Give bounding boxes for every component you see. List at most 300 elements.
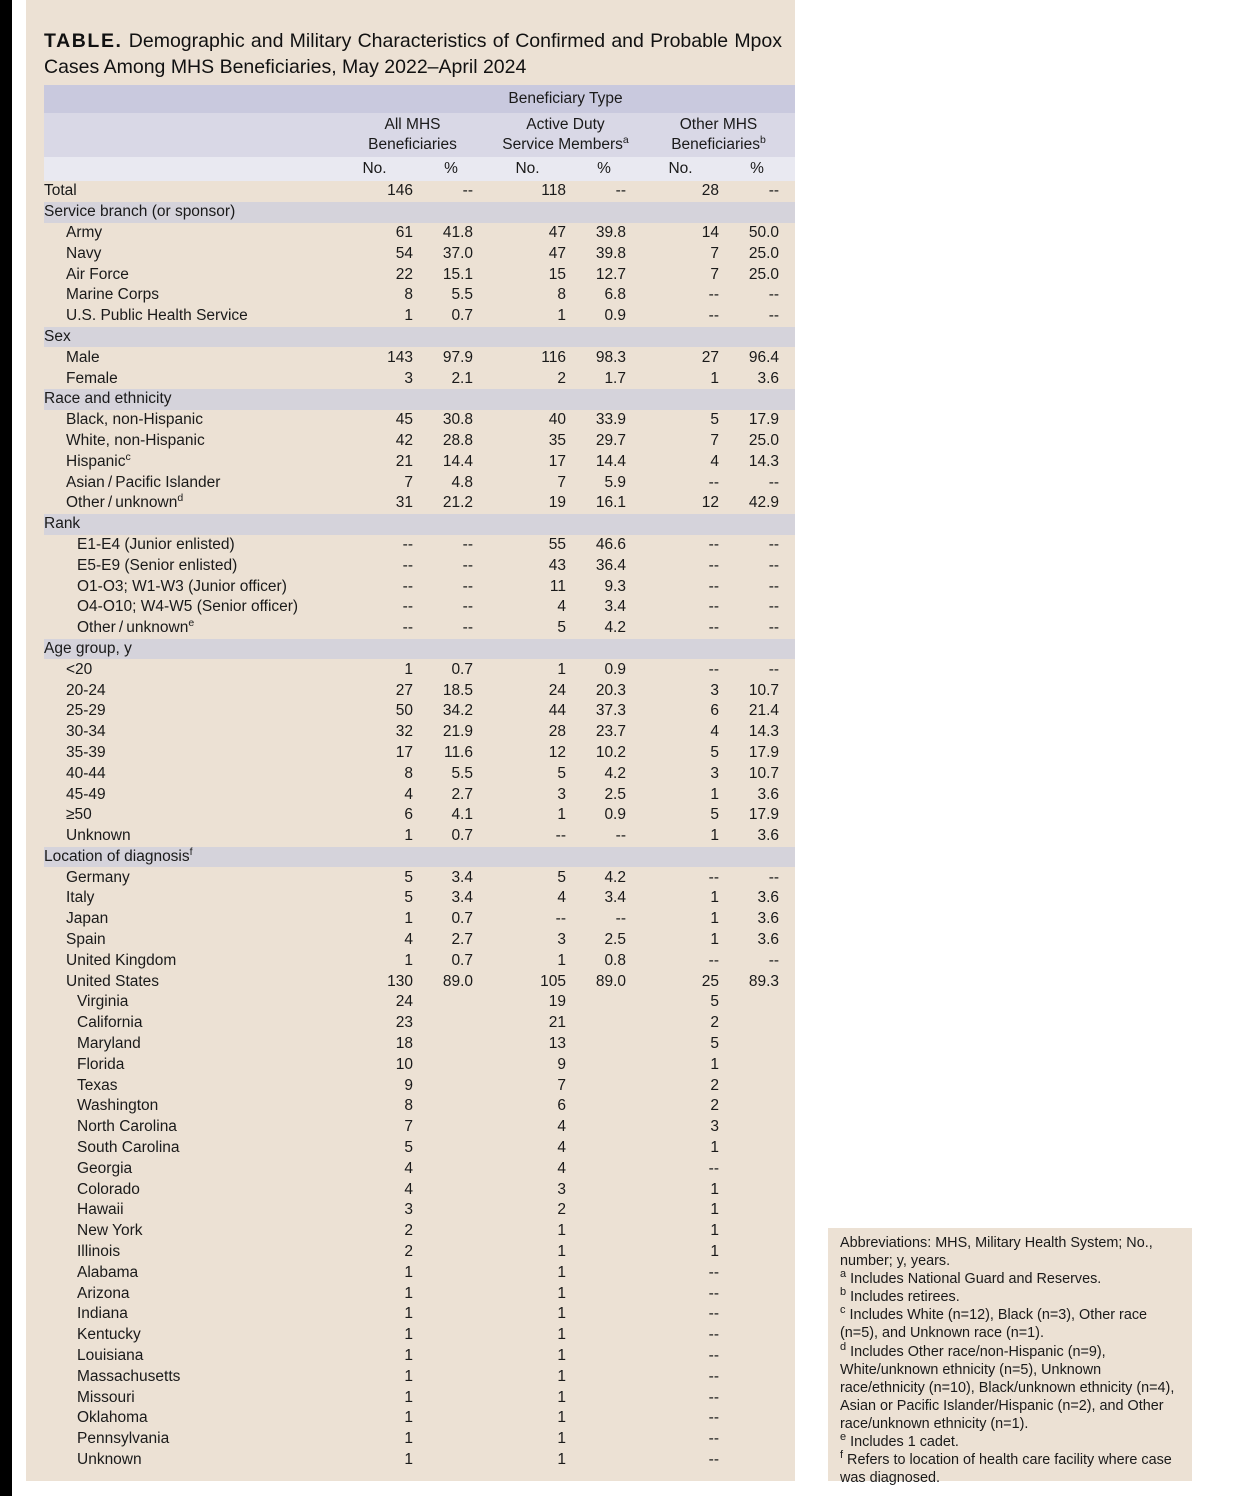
cell-pct-2: 0.9 — [566, 306, 642, 327]
row-label: New York — [44, 1221, 336, 1242]
table-row — [44, 867, 795, 888]
cell-no-3: -- — [642, 472, 719, 493]
cell-no-1: 1 — [336, 1262, 413, 1283]
cell-pct-3 — [719, 1117, 795, 1138]
cell-pct-3 — [719, 1179, 795, 1200]
row-label: 40-44 — [44, 763, 336, 784]
table-row — [44, 1429, 795, 1450]
cell-no-3: 12 — [642, 493, 719, 514]
cell-pct-3: -- — [719, 535, 795, 556]
cell-no-3: 5 — [642, 805, 719, 826]
cell-no-1: 1 — [336, 1346, 413, 1367]
cell-pct-3: 3.6 — [719, 784, 795, 805]
cell-pct-1: 30.8 — [413, 410, 489, 431]
cell-pct-1: 2.7 — [413, 930, 489, 951]
cell-pct-1: -- — [413, 618, 489, 639]
cell-no-1: 5 — [336, 867, 413, 888]
cell-pct-2: 14.4 — [566, 451, 642, 472]
cell-no-2: 1 — [489, 1450, 566, 1471]
cell-pct-3: -- — [719, 472, 795, 493]
cell-pct-1 — [413, 1304, 489, 1325]
cell-no-3: -- — [642, 1408, 719, 1429]
cell-pct-3 — [719, 1200, 795, 1221]
cell-no-1: 1 — [336, 826, 413, 847]
cell-no-3: -- — [642, 1158, 719, 1179]
cell-pct-3 — [719, 1096, 795, 1117]
table-row — [44, 826, 795, 847]
cell-pct-1: 14.4 — [413, 451, 489, 472]
cell-pct-1 — [413, 1013, 489, 1034]
cell-no-1: 18 — [336, 1034, 413, 1055]
cell-no-2: 1 — [489, 1304, 566, 1325]
table-row — [44, 451, 795, 472]
cell-no-2: 1 — [489, 1242, 566, 1263]
row-label: Illinois — [44, 1242, 336, 1263]
row-label: Germany — [44, 867, 336, 888]
cell-pct-1 — [413, 1450, 489, 1471]
cell-no-1: 1 — [336, 950, 413, 971]
cell-no-3: 2 — [642, 1096, 719, 1117]
cell-no-3: -- — [642, 1283, 719, 1304]
cell-no-1: 4 — [336, 784, 413, 805]
cell-no-1: 10 — [336, 1054, 413, 1075]
cell-pct-3: 3.6 — [719, 368, 795, 389]
cell-no-3: 1 — [642, 909, 719, 930]
cell-no-1: 1 — [336, 1325, 413, 1346]
cell-no-1: 8 — [336, 1096, 413, 1117]
row-label: Japan — [44, 909, 336, 930]
cell-no-2: 7 — [489, 472, 566, 493]
cell-no-2: 35 — [489, 431, 566, 452]
cell-pct-3: -- — [719, 950, 795, 971]
col-group-active-duty-line2: Service Members$^a$ — [502, 133, 629, 153]
cell-no-1: 27 — [336, 680, 413, 701]
cell-pct-2: 3.4 — [566, 597, 642, 618]
cell-no-3: 1 — [642, 1200, 719, 1221]
table-row — [44, 1408, 795, 1429]
cell-no-3: 27 — [642, 347, 719, 368]
cell-pct-3: -- — [719, 555, 795, 576]
cell-no-2: 47 — [489, 223, 566, 244]
row-label: South Carolina — [44, 1138, 336, 1159]
section-band-row — [44, 389, 795, 410]
cell-no-2: 11 — [489, 576, 566, 597]
cell-no-3: -- — [642, 659, 719, 680]
cell-pct-2: -- — [566, 181, 642, 202]
cell-pct-3: 89.3 — [719, 971, 795, 992]
cell-pct-3: 3.6 — [719, 930, 795, 951]
cell-pct-3: 17.9 — [719, 410, 795, 431]
cell-no-3: 25 — [642, 971, 719, 992]
cell-pct-2 — [566, 1242, 642, 1263]
table-row — [44, 410, 795, 431]
cell-pct-3: 42.9 — [719, 493, 795, 514]
col-group-all-mhs-line2: Beneficiaries — [368, 136, 457, 153]
cell-no-3: 5 — [642, 1034, 719, 1055]
cell-pct-1: 0.7 — [413, 659, 489, 680]
cell-no-3: 1 — [642, 888, 719, 909]
cell-pct-1 — [413, 1075, 489, 1096]
cell-no-3: 3 — [642, 763, 719, 784]
cell-no-3: -- — [642, 1262, 719, 1283]
table-row — [44, 1366, 795, 1387]
row-label: 20-24 — [44, 680, 336, 701]
cell-no-3: 1 — [642, 930, 719, 951]
cell-no-1: 143 — [336, 347, 413, 368]
cell-no-2: 19 — [489, 493, 566, 514]
cell-no-1: 23 — [336, 1013, 413, 1034]
footnote-item: $^c$ Includes White (n=12), Black (n=3), Other race (n=5), and Unknown race (n=1). — [840, 1304, 1148, 1342]
cell-pct-2 — [566, 1096, 642, 1117]
cell-pct-2: 4.2 — [566, 618, 642, 639]
cell-pct-2 — [566, 1325, 642, 1346]
cell-pct-3: 25.0 — [719, 243, 795, 264]
cell-no-3: -- — [642, 535, 719, 556]
cell-pct-1 — [413, 1158, 489, 1179]
section-band-row — [44, 202, 795, 223]
cell-pct-3: -- — [719, 659, 795, 680]
cell-pct-2: 33.9 — [566, 410, 642, 431]
cell-pct-2 — [566, 1346, 642, 1367]
table-row — [44, 1138, 795, 1159]
table-row — [44, 1450, 795, 1471]
caption-text: Demographic and Military Characteristics of Confirmed and Probable Mpox Cases Among MHS Beneficiaries, May 2022–April 2024 — [44, 30, 782, 78]
row-label: 45-49 — [44, 784, 336, 805]
cell-pct-1: 21.9 — [413, 722, 489, 743]
col-group-other-mhs — [642, 113, 795, 157]
cell-no-2: 1 — [489, 659, 566, 680]
cell-pct-1: 2.1 — [413, 368, 489, 389]
cell-pct-3: 3.6 — [719, 888, 795, 909]
cell-no-3: 1 — [642, 826, 719, 847]
section-band-superscript: f — [189, 845, 193, 858]
table-row — [44, 368, 795, 389]
table-row — [44, 493, 795, 514]
cell-no-2: 17 — [489, 451, 566, 472]
row-label: Arizona — [44, 1283, 336, 1304]
row-label: Italy — [44, 888, 336, 909]
cell-pct-1: 3.4 — [413, 888, 489, 909]
cell-pct-1: -- — [413, 597, 489, 618]
cell-no-3: -- — [642, 1429, 719, 1450]
cell-pct-3: 10.7 — [719, 763, 795, 784]
subheader-row — [44, 157, 795, 181]
table-row — [44, 285, 795, 306]
cell-pct-2: 36.4 — [566, 555, 642, 576]
cell-no-3: -- — [642, 1450, 719, 1471]
cell-pct-1: 0.7 — [413, 306, 489, 327]
cell-pct-2: 0.9 — [566, 805, 642, 826]
cell-pct-2: 12.7 — [566, 264, 642, 285]
cell-pct-2 — [566, 992, 642, 1013]
cell-no-2: 12 — [489, 743, 566, 764]
cell-pct-1 — [413, 1138, 489, 1159]
cell-pct-1 — [413, 1387, 489, 1408]
cell-no-3: 1 — [642, 368, 719, 389]
row-label: Army — [44, 223, 336, 244]
cell-no-3: -- — [642, 1346, 719, 1367]
cell-no-3: 7 — [642, 264, 719, 285]
cell-no-1: 4 — [336, 930, 413, 951]
table-row — [44, 722, 795, 743]
cell-pct-2 — [566, 1450, 642, 1471]
cell-pct-3 — [719, 1450, 795, 1471]
subheader-no-2: No. — [489, 157, 566, 181]
cell-no-2: 43 — [489, 555, 566, 576]
cell-no-2: 24 — [489, 680, 566, 701]
cell-no-2: 13 — [489, 1034, 566, 1055]
table-row — [44, 1242, 795, 1263]
cell-pct-2: 46.6 — [566, 535, 642, 556]
cell-no-3: 2 — [642, 1075, 719, 1096]
cell-pct-1 — [413, 1034, 489, 1055]
cell-pct-2 — [566, 1304, 642, 1325]
cell-pct-2: 16.1 — [566, 493, 642, 514]
cell-pct-1: 89.0 — [413, 971, 489, 992]
cell-no-1: 1 — [336, 1408, 413, 1429]
row-label: Other / unknown$^e$ — [44, 618, 336, 639]
demographics-table — [44, 85, 795, 1470]
col-group-all-mhs — [336, 113, 489, 157]
cell-no-2: 3 — [489, 930, 566, 951]
row-label-superscript: d — [177, 492, 184, 505]
cell-no-2: 28 — [489, 722, 566, 743]
cell-no-1: 1 — [336, 909, 413, 930]
caption-keyword: TABLE. — [44, 30, 123, 52]
cell-no-3: 1 — [642, 1138, 719, 1159]
row-label-superscript: c — [125, 450, 131, 463]
cell-pct-3 — [719, 992, 795, 1013]
cell-pct-3 — [719, 1158, 795, 1179]
row-label: Asian / Pacific Islander — [44, 472, 336, 493]
cell-pct-2: 23.7 — [566, 722, 642, 743]
cell-no-2: 1 — [489, 1366, 566, 1387]
cell-pct-3: 10.7 — [719, 680, 795, 701]
row-label: Florida — [44, 1054, 336, 1075]
table-row — [44, 1034, 795, 1055]
cell-pct-3: -- — [719, 181, 795, 202]
cell-pct-2 — [566, 1408, 642, 1429]
cell-pct-2: 89.0 — [566, 971, 642, 992]
table-row — [44, 930, 795, 951]
table-row — [44, 618, 795, 639]
cell-no-2: 116 — [489, 347, 566, 368]
cell-pct-2 — [566, 1034, 642, 1055]
cell-pct-3: -- — [719, 576, 795, 597]
column-group-row — [44, 113, 795, 157]
footnote-item: $^e$ Includes 1 cadet. — [840, 1431, 959, 1451]
cell-no-1: -- — [336, 576, 413, 597]
table-row — [44, 992, 795, 1013]
cell-no-1: 130 — [336, 971, 413, 992]
cell-pct-3: 25.0 — [719, 431, 795, 452]
row-label: 25-29 — [44, 701, 336, 722]
col-group-all-mhs-line1: All MHS — [384, 116, 441, 133]
cell-pct-3 — [719, 1013, 795, 1034]
cell-pct-1: 4.8 — [413, 472, 489, 493]
footnote-marker: d — [840, 1340, 847, 1353]
cell-no-3: 1 — [642, 1054, 719, 1075]
cell-no-1: 6 — [336, 805, 413, 826]
cell-no-3: 6 — [642, 701, 719, 722]
cell-no-1: 21 — [336, 451, 413, 472]
section-band-row — [44, 847, 795, 868]
row-label: U.S. Public Health Service — [44, 306, 336, 327]
row-label: Female — [44, 368, 336, 389]
table-row — [44, 1283, 795, 1304]
cell-pct-1: -- — [413, 181, 489, 202]
subheader-pct-1: % — [413, 157, 489, 181]
table-row — [44, 659, 795, 680]
cell-pct-1: -- — [413, 576, 489, 597]
cell-pct-3 — [719, 1242, 795, 1263]
cell-no-1: 5 — [336, 1138, 413, 1159]
cell-pct-2: 20.3 — [566, 680, 642, 701]
table-row — [44, 1387, 795, 1408]
cell-pct-3: -- — [719, 306, 795, 327]
cell-no-1: 61 — [336, 223, 413, 244]
group-header-beneficiary-type: Beneficiary Type — [336, 85, 795, 113]
cell-no-2: 3 — [489, 1179, 566, 1200]
row-label: O1-O3; W1-W3 (Junior officer) — [44, 576, 336, 597]
cell-no-2: 1 — [489, 306, 566, 327]
cell-no-2: 15 — [489, 264, 566, 285]
cell-no-1: 24 — [336, 992, 413, 1013]
cell-no-1: 31 — [336, 493, 413, 514]
cell-no-3: 7 — [642, 243, 719, 264]
table-row — [44, 1117, 795, 1138]
cell-pct-1 — [413, 1096, 489, 1117]
cell-no-3: 14 — [642, 223, 719, 244]
cell-no-1: 8 — [336, 763, 413, 784]
table-row — [44, 431, 795, 452]
cell-no-2: 1 — [489, 1429, 566, 1450]
cell-pct-2: 29.7 — [566, 431, 642, 452]
cell-no-3: -- — [642, 576, 719, 597]
cell-pct-1 — [413, 1366, 489, 1387]
cell-pct-3 — [719, 1262, 795, 1283]
footnote-marker: b — [840, 1286, 847, 1299]
cell-pct-2 — [566, 1158, 642, 1179]
cell-pct-1: 3.4 — [413, 867, 489, 888]
cell-pct-3: 96.4 — [719, 347, 795, 368]
cell-pct-1: 0.7 — [413, 909, 489, 930]
row-label: E1-E4 (Junior enlisted) — [44, 535, 336, 556]
cell-pct-1: 11.6 — [413, 743, 489, 764]
cell-no-1: 54 — [336, 243, 413, 264]
row-label: Total — [44, 181, 336, 202]
cell-no-3: 1 — [642, 1221, 719, 1242]
row-label: 30-34 — [44, 722, 336, 743]
cell-pct-1 — [413, 1221, 489, 1242]
table-row — [44, 743, 795, 764]
cell-pct-3 — [719, 1366, 795, 1387]
cell-pct-3 — [719, 1346, 795, 1367]
subheader-no-1: No. — [336, 157, 413, 181]
cell-no-2: 4 — [489, 1158, 566, 1179]
row-label: Indiana — [44, 1304, 336, 1325]
section-band-row — [44, 639, 795, 660]
subheader-pct-2: % — [566, 157, 642, 181]
cell-no-2: 1 — [489, 1346, 566, 1367]
cell-pct-2 — [566, 1138, 642, 1159]
footnote-item: Abbreviations: MHS, Military Health System; No., number; y, years. — [840, 1235, 1153, 1270]
cell-pct-2: 0.9 — [566, 659, 642, 680]
cell-no-2: 1 — [489, 1325, 566, 1346]
table-row — [44, 597, 795, 618]
table-row — [44, 1262, 795, 1283]
cell-no-1: 3 — [336, 368, 413, 389]
cell-pct-2: 2.5 — [566, 930, 642, 951]
cell-pct-1: 0.7 — [413, 826, 489, 847]
col-group-active-duty — [489, 113, 642, 157]
table-row — [44, 555, 795, 576]
cell-pct-1 — [413, 1054, 489, 1075]
cell-no-2: 47 — [489, 243, 566, 264]
page-edge-strip — [0, 0, 12, 1496]
cell-no-1: 42 — [336, 431, 413, 452]
cell-pct-1: 5.5 — [413, 285, 489, 306]
cell-no-3: 4 — [642, 722, 719, 743]
cell-pct-1: 97.9 — [413, 347, 489, 368]
cell-pct-1 — [413, 1346, 489, 1367]
cell-no-1: 32 — [336, 722, 413, 743]
cell-no-3: 1 — [642, 784, 719, 805]
cell-pct-1 — [413, 1429, 489, 1450]
cell-pct-3: 3.6 — [719, 909, 795, 930]
row-label: Louisiana — [44, 1346, 336, 1367]
cell-no-2: 55 — [489, 535, 566, 556]
cell-pct-1 — [413, 1117, 489, 1138]
cell-no-1: -- — [336, 597, 413, 618]
cell-pct-2: -- — [566, 909, 642, 930]
table-row — [44, 1075, 795, 1096]
table-row — [44, 1325, 795, 1346]
footnote-item: $^a$ Includes National Guard and Reserves. — [840, 1268, 1102, 1288]
cell-no-3: -- — [642, 1325, 719, 1346]
cell-pct-2 — [566, 1283, 642, 1304]
table-row — [44, 223, 795, 244]
cell-pct-3: -- — [719, 618, 795, 639]
cell-no-1: 1 — [336, 1304, 413, 1325]
cell-no-3: 5 — [642, 743, 719, 764]
cell-no-3: 3 — [642, 680, 719, 701]
cell-pct-1 — [413, 1283, 489, 1304]
table-row — [44, 1158, 795, 1179]
cell-no-1: 1 — [336, 1387, 413, 1408]
cell-no-2: 105 — [489, 971, 566, 992]
cell-no-1: 1 — [336, 659, 413, 680]
cell-pct-2: 6.8 — [566, 285, 642, 306]
cell-no-3: 1 — [642, 1242, 719, 1263]
cell-pct-2: 10.2 — [566, 743, 642, 764]
cell-pct-3: 3.6 — [719, 826, 795, 847]
row-label: Unknown — [44, 1450, 336, 1471]
cell-no-1: 8 — [336, 285, 413, 306]
cell-pct-2: -- — [566, 826, 642, 847]
cell-no-3: -- — [642, 555, 719, 576]
table-row — [44, 535, 795, 556]
cell-no-1: 1 — [336, 1450, 413, 1471]
table-row — [44, 971, 795, 992]
cell-pct-3 — [719, 1054, 795, 1075]
row-label: Texas — [44, 1075, 336, 1096]
table-row — [44, 1200, 795, 1221]
footnote-item: $^b$ Includes retirees. — [840, 1286, 960, 1306]
cell-no-3: 1 — [642, 1179, 719, 1200]
cell-pct-2: 4.2 — [566, 763, 642, 784]
cell-no-3: -- — [642, 867, 719, 888]
